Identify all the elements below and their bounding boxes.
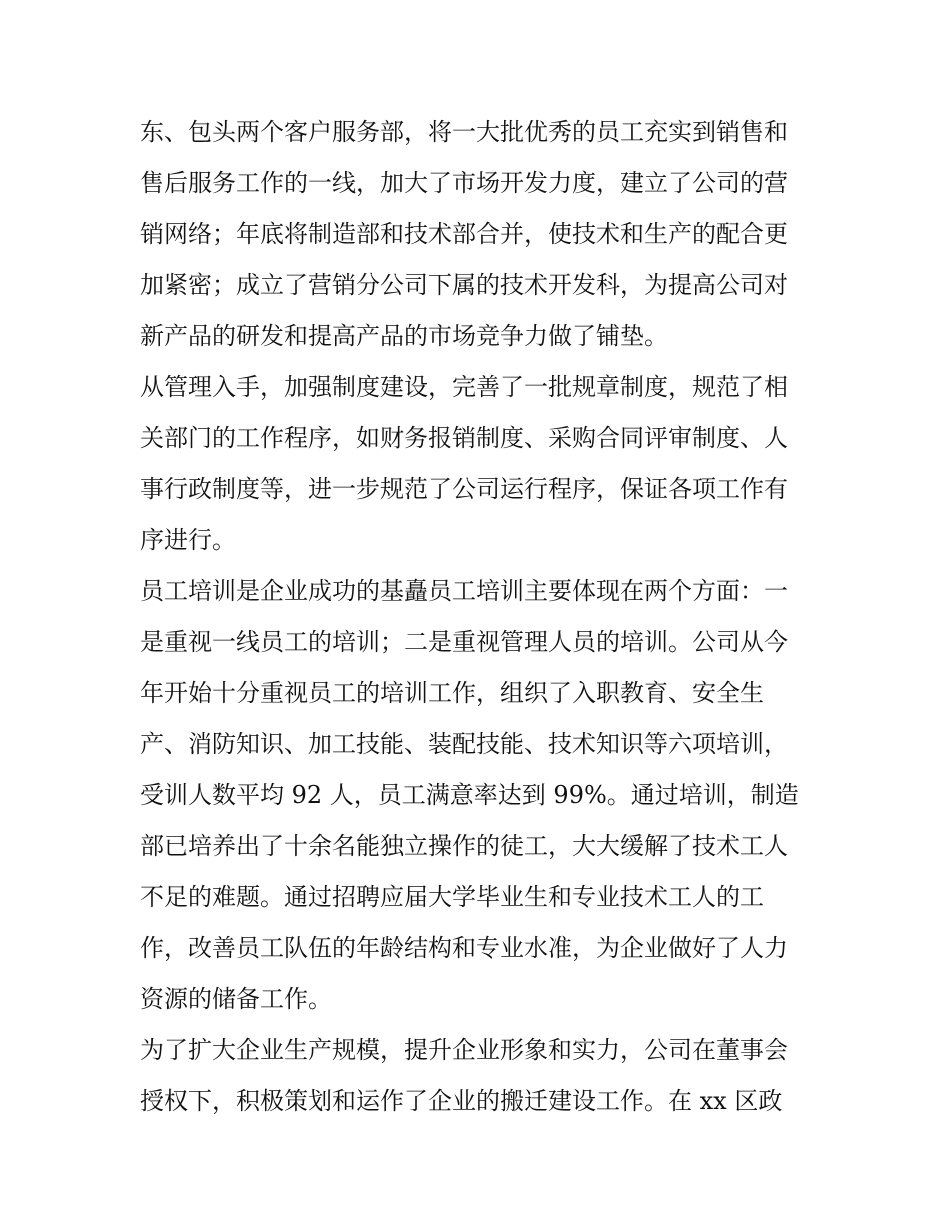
text-line: 关部门的工作程序，如财务报销制度、采购合同评审制度、人 [140, 424, 788, 452]
paragraph-sales-service [140, 107, 820, 362]
text-line: 东、包头两个客户服务部，将一大批优秀的员工充实到销售和 [140, 118, 788, 146]
text-line: 年开始十分重视员工的培训工作，组织了入职教育、安全生 [140, 679, 764, 707]
text-line: 不足的难题。通过招聘应届大学毕业生和专业技术工人的工 [140, 883, 764, 911]
text-line: 新产品的研发和提高产品的市场竞争力做了铺垫。 [140, 322, 668, 350]
text-line: 授权下，积极策划和运作了企业的搬迁建设工作。在 xx 区政 [140, 1087, 783, 1115]
text-line: 事行政制度等，进一步规范了公司运行程序，保证各项工作有 [140, 475, 788, 503]
text-line: 为了扩大企业生产规模，提升企业形象和实力，公司在董事会 [140, 1036, 788, 1064]
text-line: 加紧密；成立了营销分公司下属的技术开发科，为提高公司对 [140, 271, 788, 299]
text-line: 受训人数平均 92 人，员工满意率达到 99%。通过培训，制造 [140, 781, 799, 809]
text-line: 从管理入手，加强制度建设，完善了一批规章制度，规范了相 [140, 373, 788, 401]
text-line: 售后服务工作的一线，加大了市场开发力度，建立了公司的营 [140, 169, 788, 197]
text-line: 产、消防知识、加工技能、装配技能、技术知识等六项培训， [140, 730, 788, 758]
text-line: 资源的储备工作。 [140, 985, 332, 1013]
text-line: 序进行。 [140, 526, 236, 554]
paragraph-relocation [140, 1025, 820, 1127]
text-line: 作，改善员工队伍的年龄结构和专业水准，为企业做好了人力 [140, 934, 788, 962]
document-body [140, 107, 820, 1127]
paragraph-management [140, 362, 820, 566]
text-line: 是重视一线员工的培训；二是重视管理人员的培训。公司从今 [140, 628, 788, 656]
paragraph-training [140, 566, 820, 1025]
text-line: 部已培养出了十余名能独立操作的徒工，大大缓解了技术工人 [140, 832, 788, 860]
text-line: 员工培训是企业成功的基矗员工培训主要体现在两个方面：一 [140, 577, 788, 605]
text-line: 销网络；年底将制造部和技术部合并，使技术和生产的配合更 [140, 220, 788, 248]
